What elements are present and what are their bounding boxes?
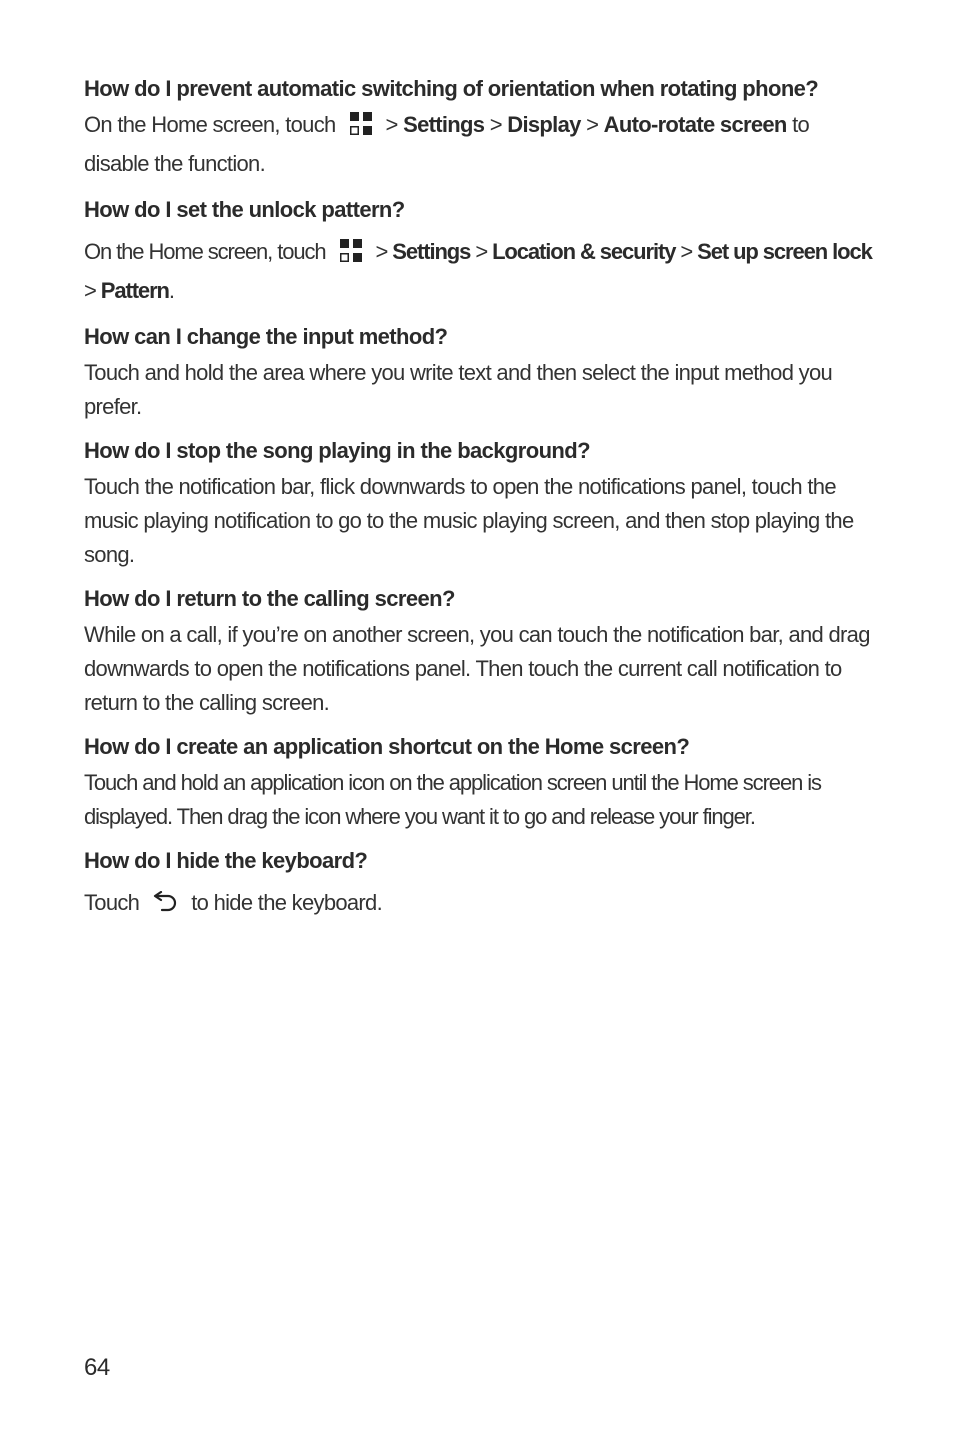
back-arrow-icon (151, 891, 179, 925)
menu-path-item: Settings (403, 112, 485, 137)
faq-question: How do I prevent automatic switching of orientation when rotating phone? (84, 76, 819, 101)
faq-answer: While on a call, if you’re on another screen, you can touch the notification bar, and drag downwards to open the notifications panel. Then touch the current call notification to return to the calling screen. (84, 622, 870, 715)
apps-grid-icon (338, 238, 364, 274)
menu-path-item: Settings (392, 239, 471, 264)
faq-answer: Touch and hold an application icon on the application screen until the Home screen is displayed. Then drag the icon where you want it to go and release your finger. (84, 770, 821, 829)
faq-answer: On the Home screen, touch > Settings > Display > Auto-rotate screen to disable the function. (84, 112, 810, 176)
faq-question: How do I stop the song playing in the background? (84, 438, 590, 463)
menu-path-item: Display (507, 112, 581, 137)
page-number: 64 (84, 1354, 110, 1381)
faq-content (84, 74, 874, 937)
answer-text: On the Home screen, touch (84, 112, 336, 137)
faq-answer: On the Home screen, touch > Settings > Location & security > Set up screen lock > Pattern. (84, 239, 872, 303)
menu-path-item: Pattern (100, 278, 169, 303)
faq-answer: Touch and hold the area where you write text and then select the input method you prefer. (84, 360, 833, 419)
menu-path-item: Set up screen lock (697, 239, 872, 264)
answer-text: On the Home screen, touch (84, 239, 326, 264)
menu-path-item: Auto-rotate screen (603, 112, 787, 137)
faq-question: How do I set the unlock pattern? (84, 197, 405, 222)
faq-answer: Touch to hide the keyboard. (84, 886, 874, 925)
faq-answer: Touch the notification bar, flick downwards to open the notifications panel, touch the music playing notification to go to the music playing screen, and then stop playing the song. (84, 474, 854, 567)
faq-question: How do I return to the calling screen? (84, 586, 455, 611)
menu-path-item: Location & security (492, 239, 676, 264)
faq-question: How do I create an application shortcut on the Home screen? (84, 734, 690, 759)
answer-text: Touch (84, 890, 140, 915)
apps-grid-icon (348, 111, 374, 147)
faq-question: How do I hide the keyboard? (84, 848, 368, 873)
faq-question: How can I change the input method? (84, 324, 448, 349)
